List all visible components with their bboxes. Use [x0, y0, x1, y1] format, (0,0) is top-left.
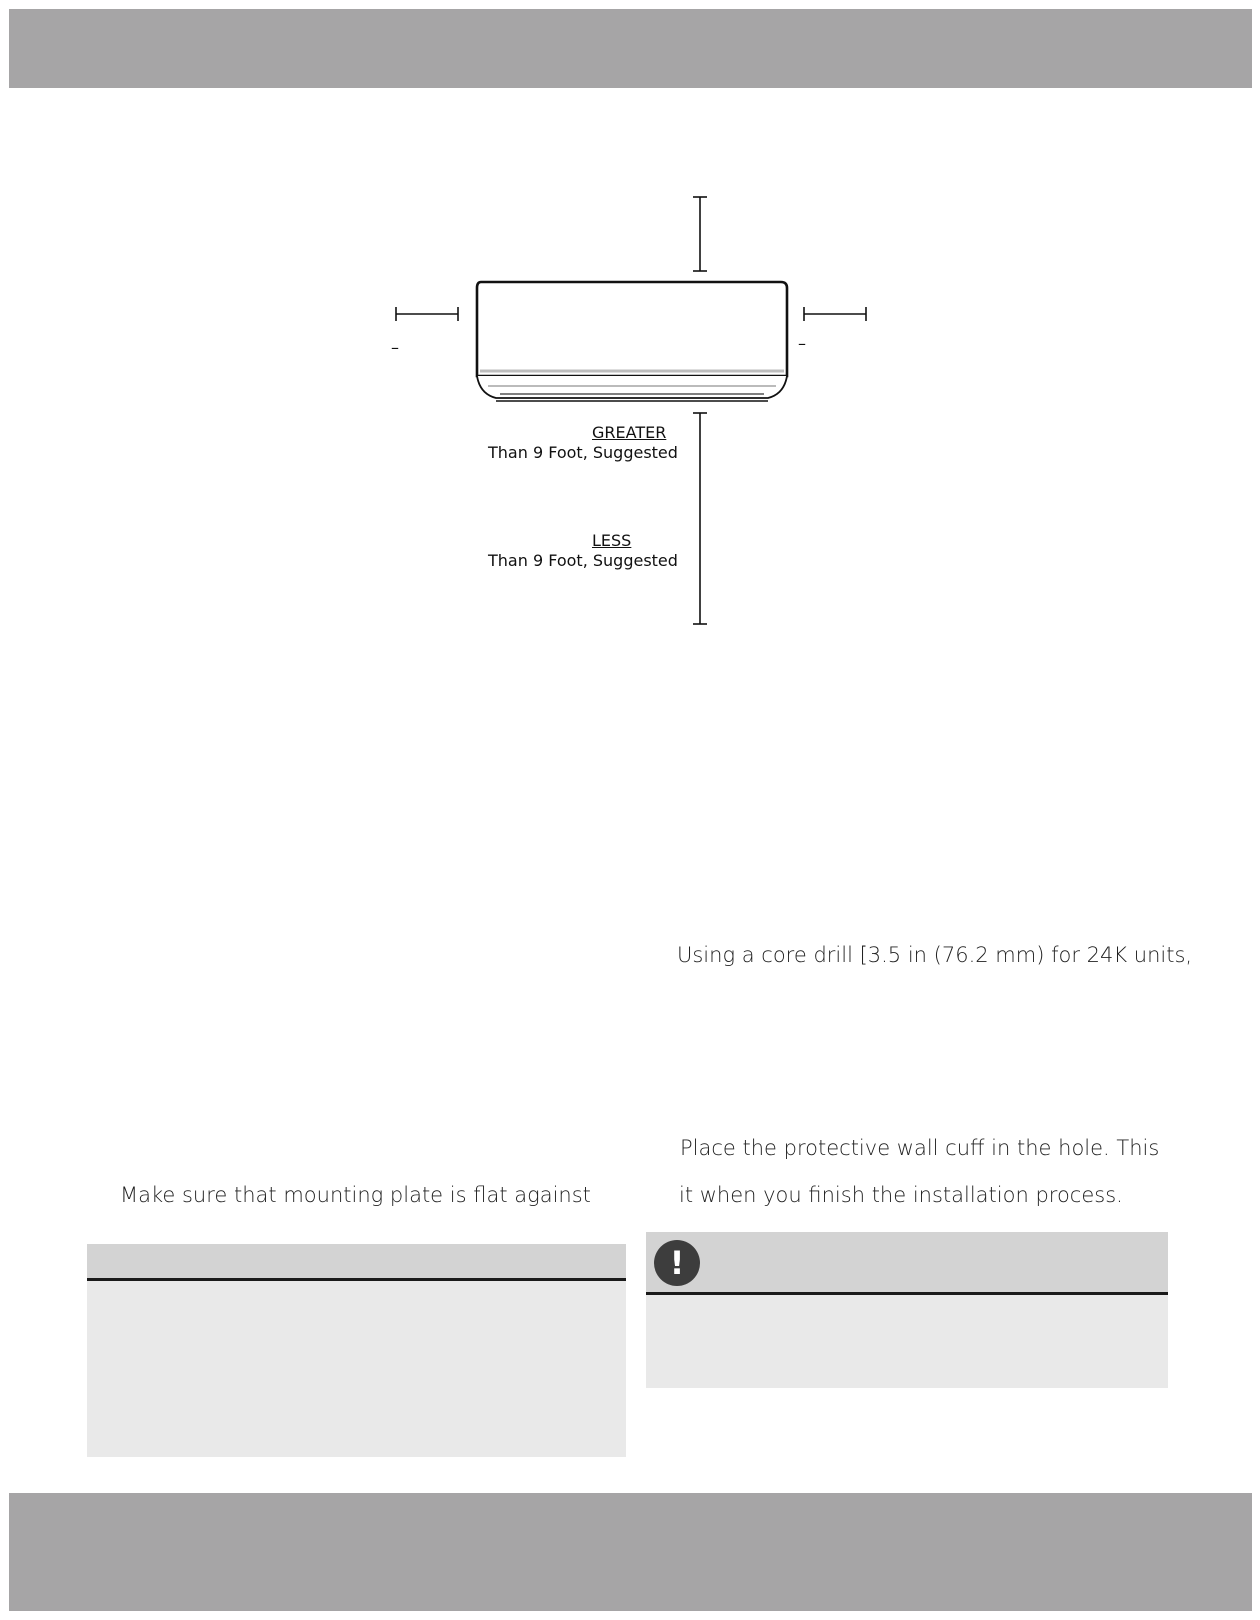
right-text-finish: it when you finish the installation process.: [679, 1183, 1123, 1207]
footer-band: [9, 1493, 1252, 1611]
right-text-wall-cuff: Place the protective wall cuff in the hole. This: [680, 1136, 1160, 1160]
left-text-mounting-plate: Make sure that mounting plate is flat against: [120, 1183, 591, 1207]
exclamation-icon: !: [654, 1240, 700, 1286]
less-heading: LESS: [592, 531, 632, 550]
clearance-diagram: [0, 0, 1260, 700]
top-clearance-marker: [693, 197, 707, 271]
note-box-right: [646, 1232, 1168, 1388]
less-subtext: Than 9 Foot, Suggested: [488, 551, 678, 570]
bottom-clearance-marker: [693, 413, 707, 624]
left-clearance-marker: [396, 307, 458, 321]
note-box-right-header: [646, 1232, 1168, 1295]
greater-heading: GREATER: [592, 423, 667, 442]
right-clearance-marker: [804, 307, 866, 321]
left-clearance-label: –: [391, 338, 399, 357]
note-box-left-header: [87, 1244, 626, 1281]
right-text-core-drill: Using a core drill [3.5 in (76.2 mm) for 24K units,: [677, 943, 1193, 967]
indoor-unit-drawing: [0, 0, 1260, 700]
note-box-left: [87, 1244, 626, 1457]
greater-subtext: Than 9 Foot, Suggested: [488, 443, 678, 462]
right-clearance-label: –: [798, 334, 806, 353]
indoor-unit: [477, 282, 787, 401]
